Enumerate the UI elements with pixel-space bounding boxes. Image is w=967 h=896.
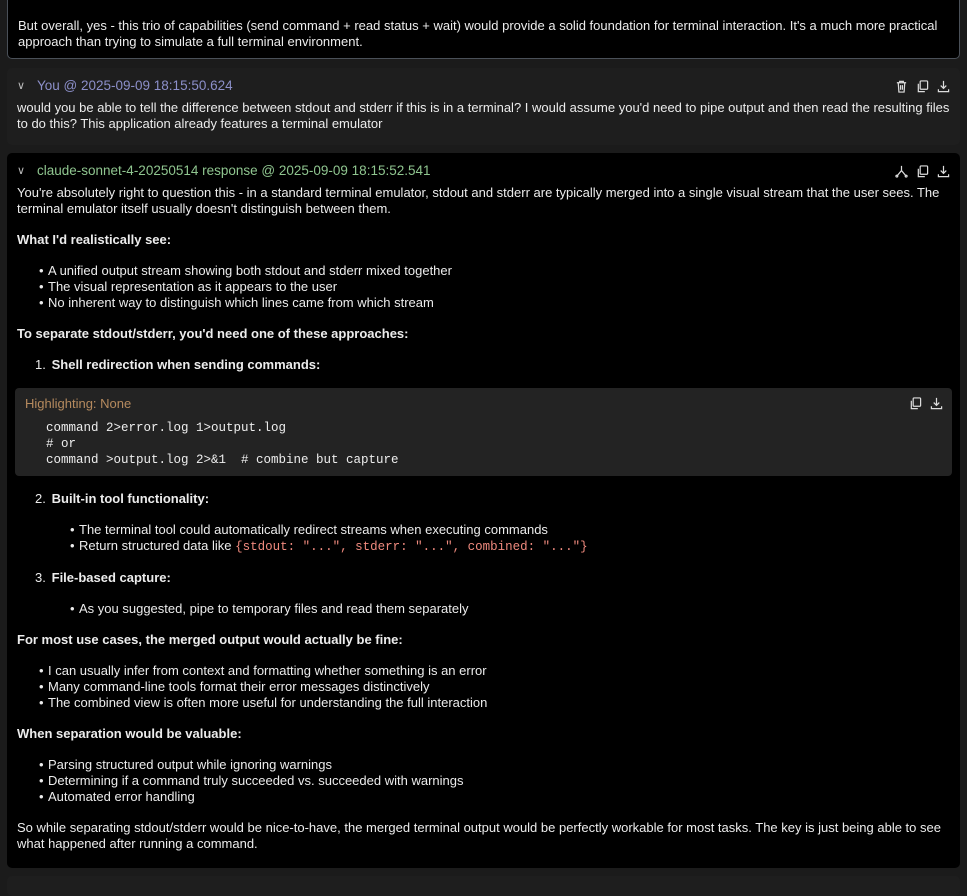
response-header: claude-sonnet-4-20250514 response @ 2025-09-09 18:15:52.541: [37, 163, 431, 178]
previous-response-text: But overall, yes - this trio of capabilities (send command + read status + wait) would provide a solid foundation for terminal interaction. It's a much more practical approach than trying to simulate a full terminal environment.: [18, 18, 938, 49]
copy-icon[interactable]: [915, 164, 929, 178]
response-panel: [7, 153, 960, 868]
inline-code: {stdout: "...", stderr: "...", combined: "..."}: [235, 540, 588, 554]
approach-1-label: Shell redirection when sending commands:: [51, 357, 321, 372]
heading-merged: For most use cases, the merged output would actually be fine:: [17, 632, 403, 647]
list-item: • Automated error handling: [17, 789, 950, 805]
list-realistic: [17, 263, 950, 311]
heading-separation: When separation would be valuable:: [17, 726, 242, 741]
previous-response-panel: [7, 0, 960, 59]
user-message-text: would you be able to tell the difference between stdout and stderr if this is in a terminal? I would assume you'd need to pipe output and then read the resulting files to do this? This application already features a terminal emulator: [17, 100, 950, 131]
highlighting-label[interactable]: Highlighting: None: [25, 396, 132, 411]
list-item: • The visual representation as it appears to the user: [17, 279, 950, 295]
list-item: • I can usually infer from context and formatting whether something is an error: [17, 663, 950, 679]
list-item: • Determining if a command truly succeeded vs. succeeded with warnings: [17, 773, 950, 789]
list-number: 3.: [35, 570, 46, 585]
download-icon[interactable]: [936, 164, 950, 178]
list-item: • No inherent way to distinguish which lines came from which stream: [17, 295, 950, 311]
list-item: • As you suggested, pipe to temporary files and read them separately: [17, 601, 950, 617]
download-icon[interactable]: [929, 396, 943, 410]
list-file: [17, 601, 950, 617]
approach-3-label: File-based capture:: [51, 570, 171, 585]
approach-2-label: Built-in tool functionality:: [51, 491, 210, 506]
user-message-header: You @ 2025-09-09 18:15:50.624: [37, 78, 233, 93]
user-message-panel: [7, 68, 960, 145]
copy-icon[interactable]: [908, 396, 922, 410]
list-item-text: Return structured data like: [79, 538, 236, 553]
fork-icon[interactable]: [894, 164, 908, 178]
next-message-panel: [7, 876, 960, 896]
copy-icon[interactable]: [915, 79, 929, 93]
list-tool: [17, 522, 950, 555]
code-content: command 2>error.log 1>output.log # or command >output.log 2>&1 # combine but capture: [46, 421, 399, 467]
collapse-chevron-icon[interactable]: ∨: [17, 80, 26, 92]
list-item: • The terminal tool could automatically redirect streams when executing commands: [17, 522, 950, 538]
list-separation: [17, 757, 950, 805]
trash-icon[interactable]: [894, 79, 908, 93]
list-number: 1.: [35, 357, 46, 372]
list-merged: [17, 663, 950, 711]
list-item: • The combined view is often more useful for understanding the full interaction: [17, 695, 950, 711]
download-icon[interactable]: [936, 79, 950, 93]
response-outro: So while separating stdout/stderr would be nice-to-have, the merged terminal output would be perfectly workable for most tasks. The key is just being able to see what happened after running a command.: [17, 820, 941, 851]
code-block: [15, 388, 952, 476]
list-number: 2.: [35, 491, 46, 506]
list-item: [17, 538, 950, 555]
response-intro: You're absolutely right to question this - in a standard terminal emulator, stdout and stderr are typically merged into a single visual stream that the user sees. The terminal emulator itself usually doesn't distinguish between them.: [17, 185, 940, 216]
list-item: • A unified output stream showing both stdout and stderr mixed together: [17, 263, 950, 279]
heading-realistic: What I'd realistically see:: [17, 232, 172, 247]
list-item: • Parsing structured output while ignoring warnings: [17, 757, 950, 773]
list-item: • Many command-line tools format their error messages distinctively: [17, 679, 950, 695]
heading-approaches: To separate stdout/stderr, you'd need one of these approaches:: [17, 326, 409, 341]
collapse-chevron-icon[interactable]: ∨: [17, 165, 26, 177]
